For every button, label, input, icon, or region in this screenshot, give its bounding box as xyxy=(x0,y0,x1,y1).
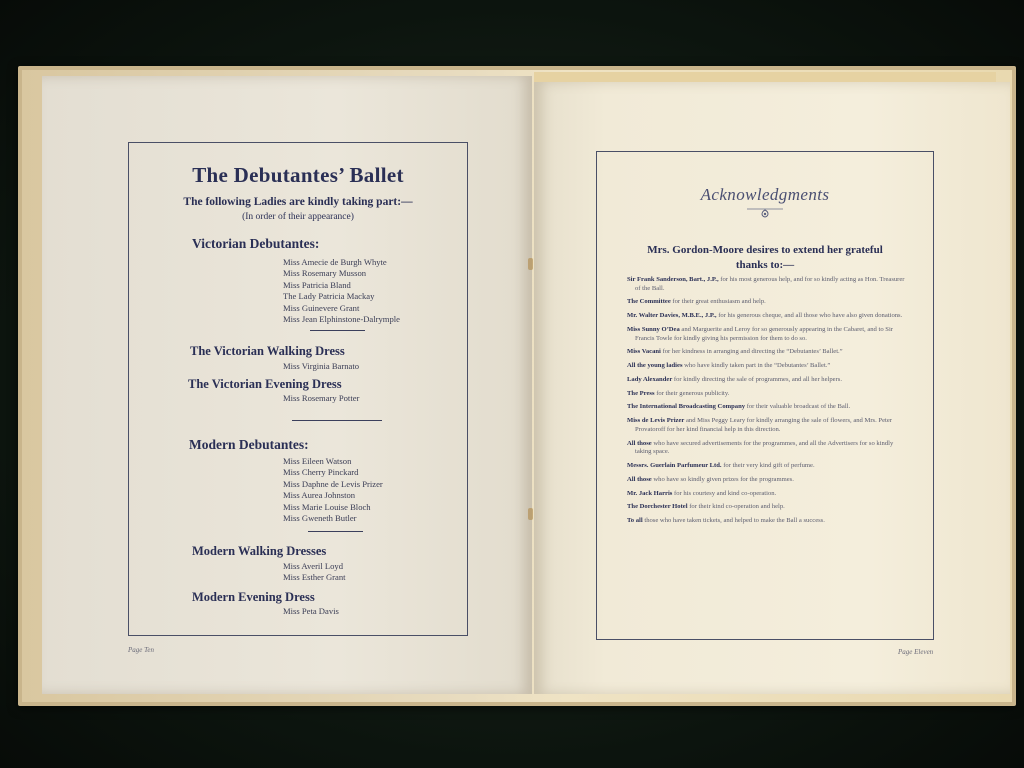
acknowledgment-item xyxy=(627,490,905,499)
divider xyxy=(292,420,382,421)
staple xyxy=(528,258,533,270)
acknowledgment-text: who have so kindly given prizes for the programmes. xyxy=(653,475,794,483)
left-page-note: (In order of their appearance) xyxy=(242,212,354,222)
section-heading: Modern Evening Dress xyxy=(192,590,315,604)
acknowledgment-intro: Mrs. Gordon-Moore desires to extend her grateful thanks to:— xyxy=(647,244,883,271)
acknowledgment-item xyxy=(627,517,905,526)
acknowledgment-text: who have kindly taken part in the “Debutantes’ Ballet.” xyxy=(684,362,831,370)
divider xyxy=(308,531,363,532)
name-list xyxy=(283,257,400,325)
acknowledgment-text: for his most generous help, and for so kindly acting as Hon. Treasurer of the Ball. xyxy=(635,276,905,292)
acknowledgment-item xyxy=(627,503,905,512)
acknowledgment-item xyxy=(627,312,905,321)
section-heading: Modern Walking Dresses xyxy=(192,544,327,558)
acknowledgment-text: for her kindness in arranging and directing the “Debutantes’ Ballet.” xyxy=(662,348,843,356)
name-item: Miss Jean Elphinstone-Dalrymple xyxy=(283,314,400,325)
acknowledgment-name: To all xyxy=(627,517,643,525)
acknowledgment-text: for his generous cheque, and all those who have also given donations. xyxy=(718,312,903,320)
name-list xyxy=(283,561,346,584)
acknowledgment-text: and Miss Peggy Leary for kindly arranging the sale of flowers, and Mrs. Peter Provatoroff for her kind financial help in this direction. xyxy=(635,417,892,433)
section-heading: The Victorian Evening Dress xyxy=(188,377,342,391)
acknowledgment-name: The Committee xyxy=(627,298,671,306)
section-heading: The Victorian Walking Dress xyxy=(190,344,345,358)
right-page-number: Page Eleven xyxy=(898,648,934,656)
name-item: Miss Aurea Johnston xyxy=(283,490,356,501)
left-page-subtitle: The following Ladies are kindly taking part:— xyxy=(183,196,413,208)
right-page-title: Acknowledgments xyxy=(700,185,830,204)
section-heading: Modern Debutantes: xyxy=(189,437,309,452)
acknowledgment-text: for their kind co-operation and help. xyxy=(689,503,785,511)
acknowledgment-name: The Dorchester Hotel xyxy=(627,503,688,511)
name-item: Miss Gweneth Butler xyxy=(283,513,357,524)
acknowledgment-item xyxy=(627,348,905,357)
name-list xyxy=(283,456,383,524)
name-list xyxy=(283,393,359,404)
name-item: Miss Amecie de Burgh Whyte xyxy=(283,257,387,267)
acknowledgment-item xyxy=(627,362,905,371)
acknowledgment-item xyxy=(627,276,905,293)
acknowledgment-name: Lady Alexander xyxy=(627,375,673,383)
name-list xyxy=(283,361,359,372)
acknowledgment-name: Messrs. Guerlain Parfumeur Ltd. xyxy=(627,461,722,469)
acknowledgment-name: All the young ladies xyxy=(627,362,683,370)
name-item: Miss Averil Loyd xyxy=(283,561,343,571)
name-list xyxy=(283,606,339,617)
name-item: Miss Cherry Pinckard xyxy=(283,467,359,478)
name-item: Miss Rosemary Potter xyxy=(283,393,360,403)
name-item: Miss Daphne de Levis Prizer xyxy=(283,478,383,489)
acknowledgment-item xyxy=(627,326,905,343)
acknowledgment-item xyxy=(627,417,905,434)
acknowledgment-text: who have secured advertisements for the programmes, and all the Advertisers for so kindly taking space. xyxy=(635,439,894,456)
acknowledgment-text: those who have taken tickets, and helped to make the Ball a success. xyxy=(644,517,825,525)
divider xyxy=(310,330,365,331)
name-item: Miss Patricia Bland xyxy=(283,279,351,290)
acknowledgment-name: Miss de Levis Prizer xyxy=(627,417,685,425)
name-item: Miss Rosemary Musson xyxy=(283,268,367,279)
acknowledgment-item xyxy=(627,403,905,412)
acknowledgment-item xyxy=(627,376,905,385)
name-item: Miss Guinevere Grant xyxy=(283,302,360,313)
name-item: Miss Marie Louise Bloch xyxy=(283,501,371,512)
acknowledgment-text: for their generous publicity. xyxy=(656,389,730,397)
name-item: Miss Virginia Barnato xyxy=(283,361,360,371)
acknowledgment-item xyxy=(627,440,905,457)
acknowledgment-item xyxy=(627,298,905,307)
acknowledgment-text: for kindly directing the sale of programmes, and all her helpers. xyxy=(673,375,842,383)
acknowledgment-item xyxy=(627,390,905,399)
name-item: The Lady Patricia Mackay xyxy=(283,291,375,302)
acknowledgment-text: and Marguerite and Leroy for so generously appearing in the Cabaret, and to Sir Francis Towle for kindly giving his permission for them to do so. xyxy=(635,325,893,342)
acknowledgment-name: Mr. Jack Harris xyxy=(627,489,673,497)
name-item: Miss Peta Davis xyxy=(283,606,339,616)
acknowledgment-name: The International Broadcasting Company xyxy=(627,403,746,411)
name-item: Miss Eileen Watson xyxy=(283,456,352,466)
acknowledgment-name: Miss Sunny O’Dea xyxy=(627,325,680,333)
acknowledgment-text: for their valuable broadcast of the Ball. xyxy=(746,403,851,411)
left-page-title: The Debutantes’ Ballet xyxy=(192,163,404,187)
acknowledgment-item xyxy=(627,462,905,471)
acknowledgment-item xyxy=(627,476,905,485)
acknowledgment-name: All those xyxy=(627,475,652,483)
acknowledgment-name: The Press xyxy=(627,389,655,397)
acknowledgment-text: for their great enthusiasm and help. xyxy=(672,298,766,306)
acknowledgment-name: All those xyxy=(627,439,652,447)
name-item: Miss Esther Grant xyxy=(283,572,346,583)
acknowledgment-name: Mr. Walter Davies, M.B.E., J.P., xyxy=(627,312,717,320)
acknowledgment-name: Miss Vacani xyxy=(627,348,661,356)
section-heading: Victorian Debutantes: xyxy=(192,236,320,251)
acknowledgment-list xyxy=(627,276,905,531)
staple xyxy=(528,508,533,520)
left-page-number: Page Ten xyxy=(128,646,154,654)
acknowledgment-text: for their very kind gift of perfume. xyxy=(723,461,815,469)
acknowledgment-text: for his courtesy and kind co-operation. xyxy=(674,489,777,497)
ornament-icon xyxy=(745,205,785,219)
acknowledgment-name: Sir Frank Sanderson, Bart., J.P., xyxy=(627,276,719,283)
